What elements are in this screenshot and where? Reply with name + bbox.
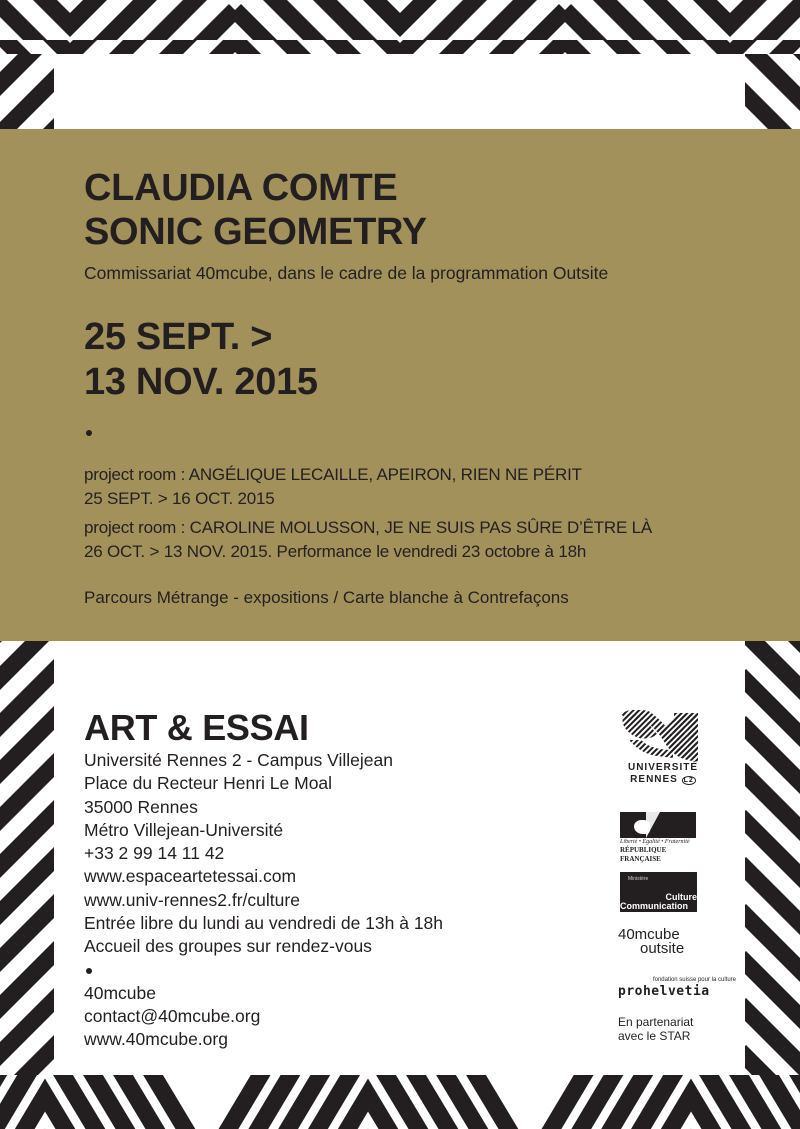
venue-campus: Université Rennes 2 - Campus Villejean xyxy=(84,750,393,770)
venue-name: ART & ESSAI xyxy=(84,707,309,748)
l2-badge: L2 xyxy=(683,777,694,784)
diagonal-stripe-icon xyxy=(0,641,54,1075)
date-start: 25 SEPT. > xyxy=(84,316,273,358)
marianne-icon xyxy=(620,812,696,838)
prohelvetia-tagline: fondation suisse pour la culture xyxy=(652,977,736,983)
diagonal-stripe-icon xyxy=(745,641,800,1075)
parcours-line: Parcours Métrange - expositions / Carte blanche à Contrefaçons xyxy=(84,588,569,607)
star-line-2: avec le STAR xyxy=(618,1029,691,1043)
rennes2-mark-icon xyxy=(621,710,699,762)
stripe-border-right-top xyxy=(745,54,800,130)
organizer-email-link[interactable]: contact@40mcube.org xyxy=(84,1005,261,1026)
venue-street: Place du Recteur Henri Le Moal xyxy=(84,773,333,794)
republique-francaise-logo xyxy=(620,812,700,864)
outsite-label: outsite xyxy=(640,940,685,957)
chevron-pattern-icon xyxy=(0,1075,800,1129)
project-room-1 xyxy=(84,463,582,511)
opening-hours: Entrée libre du lundi au vendredi de 13h à 18h xyxy=(84,913,444,934)
exhibition-name: SONIC GEOMETRY xyxy=(84,211,427,253)
star-line-1: En partenariat xyxy=(618,1015,694,1029)
chevron-stripe-border-top xyxy=(0,0,800,54)
diagonal-stripe-icon xyxy=(745,54,800,130)
exhibition-title xyxy=(84,166,427,254)
project-room-title: project room : ANGÉLIQUE LECAILLE, APEIRON, RIEN NE PÉRIT xyxy=(84,465,582,484)
project-room-title: project room : CAROLINE MOLUSSON, JE NE SUIS PAS SÛRE D’ÊTRE LÀ xyxy=(84,518,653,537)
rennes-label: RENNES L2 xyxy=(630,774,694,785)
artist-name: CLAUDIA COMTE xyxy=(84,167,398,209)
venue-city: 35000 Rennes xyxy=(84,796,198,817)
prohelvetia-logo xyxy=(618,976,738,1000)
stripe-border-right xyxy=(745,641,800,1075)
republique-name: RÉPUBLIQUE FRANÇAISE xyxy=(620,846,667,863)
project-room-2 xyxy=(84,516,652,564)
chevron-pattern-icon xyxy=(0,0,800,54)
venue-metro: Métro Villejean-Université xyxy=(84,819,284,840)
date-end: 13 NOV. 2015 xyxy=(84,361,318,403)
university-culture-link[interactable]: www.univ-rennes2.fr/culture xyxy=(84,889,300,910)
star-partnership xyxy=(618,1015,693,1043)
chevron-stripe-border-bottom xyxy=(0,1075,800,1129)
venue-phone: +33 2 99 14 11 42 xyxy=(84,843,225,864)
prohelvetia-name: prohelvetia xyxy=(618,984,710,999)
stripe-border-left xyxy=(0,641,54,1075)
organizer-name: 40mcube xyxy=(84,982,156,1003)
separator-bullet xyxy=(86,430,92,436)
universite-rennes2-logo xyxy=(621,710,705,800)
project-room-dates: 26 OCT. > 13 NOV. 2015. Performance le vendredi 23 octobre à 18h xyxy=(84,542,587,561)
organizer-website-link[interactable]: www.40mcube.org xyxy=(84,1029,228,1050)
venue-website-link[interactable]: www.espaceartetessai.com xyxy=(84,866,297,887)
venue-details xyxy=(84,749,443,1052)
project-room-dates: 25 SEPT. > 16 OCT. 2015 xyxy=(84,489,275,508)
stripe-border-left-top xyxy=(0,54,54,130)
ministere-label: Ministère xyxy=(628,876,649,882)
40mcube-label: 40mcube xyxy=(618,926,680,943)
exhibition-dates xyxy=(84,315,318,405)
group-visits: Accueil des groupes sur rendez-vous xyxy=(84,936,372,957)
diagonal-stripe-icon xyxy=(0,54,54,130)
culture-label: Culture xyxy=(665,892,697,902)
separator-bullet xyxy=(86,968,92,974)
communication-label: Communication xyxy=(620,901,689,911)
separator xyxy=(84,959,443,982)
40mcube-outsite-logo xyxy=(618,928,684,956)
curation-line: Commissariat 40mcube, dans le cadre de la programmation Outsite xyxy=(84,263,609,283)
ministere-culture-logo xyxy=(620,872,697,912)
republique-motto: Liberté • Égalité • Fraternité xyxy=(620,839,690,845)
universite-label: UNIVERSITÉ xyxy=(627,762,698,773)
